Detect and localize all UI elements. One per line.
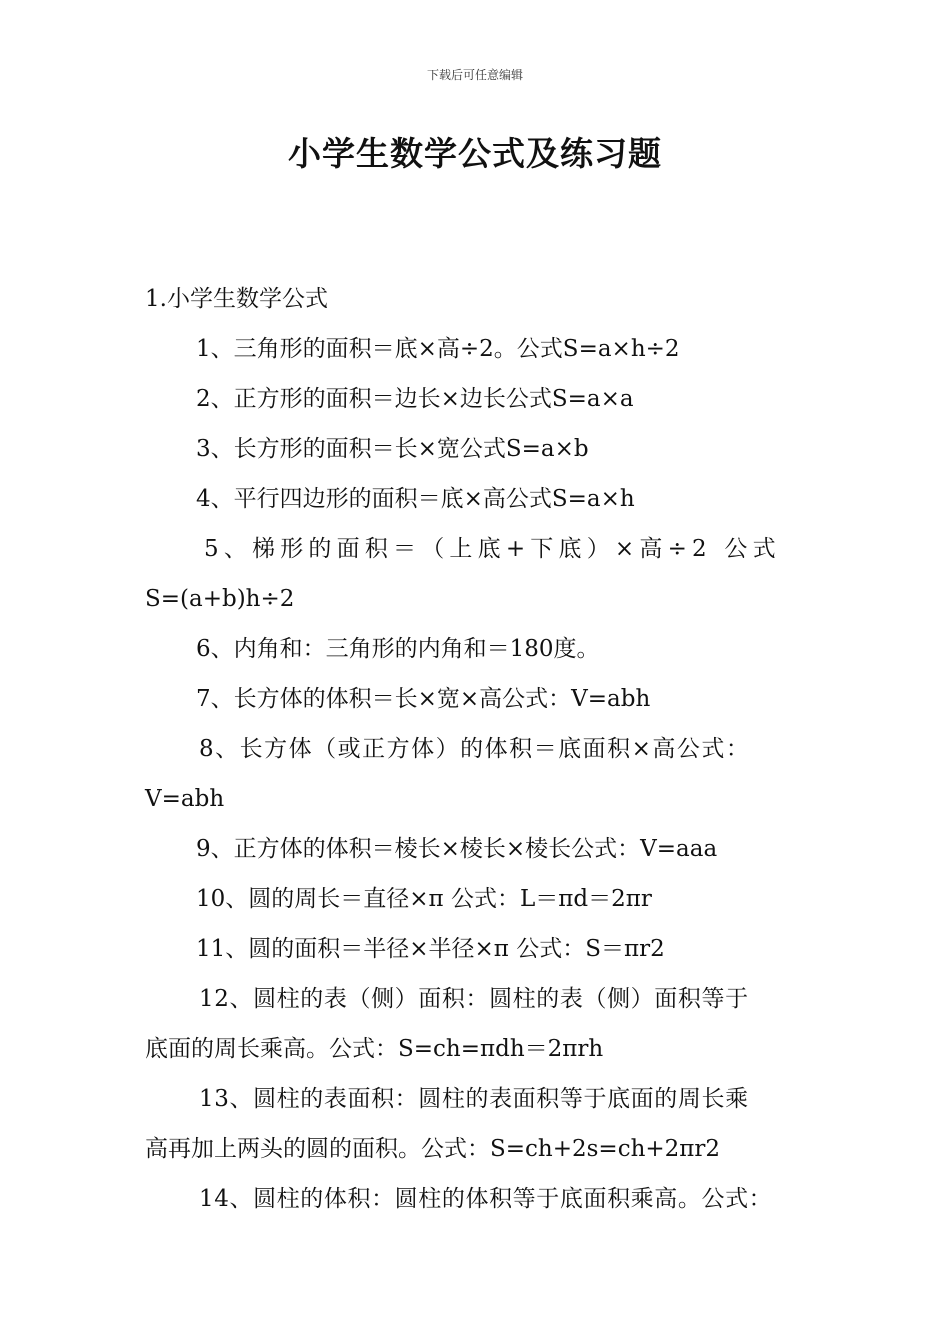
section-heading: 1.小学生数学公式 <box>145 286 328 312</box>
formula-item-12-continued: 底面的周长乘高。公式：S=ch=πdh＝2πrh <box>145 1036 604 1062</box>
formula-item-8: 8、长方体（或正方体）的体积＝底面积×高公式： <box>199 736 751 762</box>
formula-item-1: 1、三角形的面积＝底×高÷2。公式S=a×h÷2 <box>196 336 680 362</box>
formula-item-13-continued: 高再加上两头的圆的面积。公式：S=ch+2s=ch+2πr2 <box>145 1136 721 1162</box>
formula-item-13: 13、圆柱的表面积：圆柱的表面积等于底面的周长乘 <box>199 1086 749 1112</box>
document-title: 小学生数学公式及练习题 <box>288 134 662 173</box>
formula-item-5-continued: S=(a+b)h÷2 <box>145 586 295 612</box>
formula-item-6: 6、内角和：三角形的内角和＝180度。 <box>196 636 600 662</box>
formula-item-5: 5、梯形的面积＝（上底+下底）×高÷2 公式 <box>204 536 781 562</box>
formula-item-10: 10、圆的周长＝直径×π 公式：L＝πd＝2πr <box>196 886 652 912</box>
formula-item-7: 7、长方体的体积＝长×宽×高公式：V=abh <box>196 686 651 712</box>
header-note: 下载后可任意编辑 <box>426 68 523 82</box>
formula-item-4: 4、平行四边形的面积＝底×高公式S=a×h <box>196 486 635 512</box>
formula-item-14: 14、圆柱的体积：圆柱的体积等于底面积乘高。公式： <box>199 1186 773 1212</box>
formula-item-8-continued: V=abh <box>145 786 225 812</box>
formula-item-11: 11、圆的面积＝半径×半径×π 公式：S＝πr2 <box>196 936 665 962</box>
formula-item-2: 2、正方形的面积＝边长×边长公式S=a×a <box>196 386 634 412</box>
formula-item-3: 3、长方形的面积＝长×宽公式S=a×b <box>196 436 589 462</box>
formula-item-9: 9、正方体的体积＝棱长×棱长×棱长公式：V=aaa <box>196 836 718 862</box>
formula-item-12: 12、圆柱的表（侧）面积：圆柱的表（侧）面积等于 <box>199 986 749 1012</box>
